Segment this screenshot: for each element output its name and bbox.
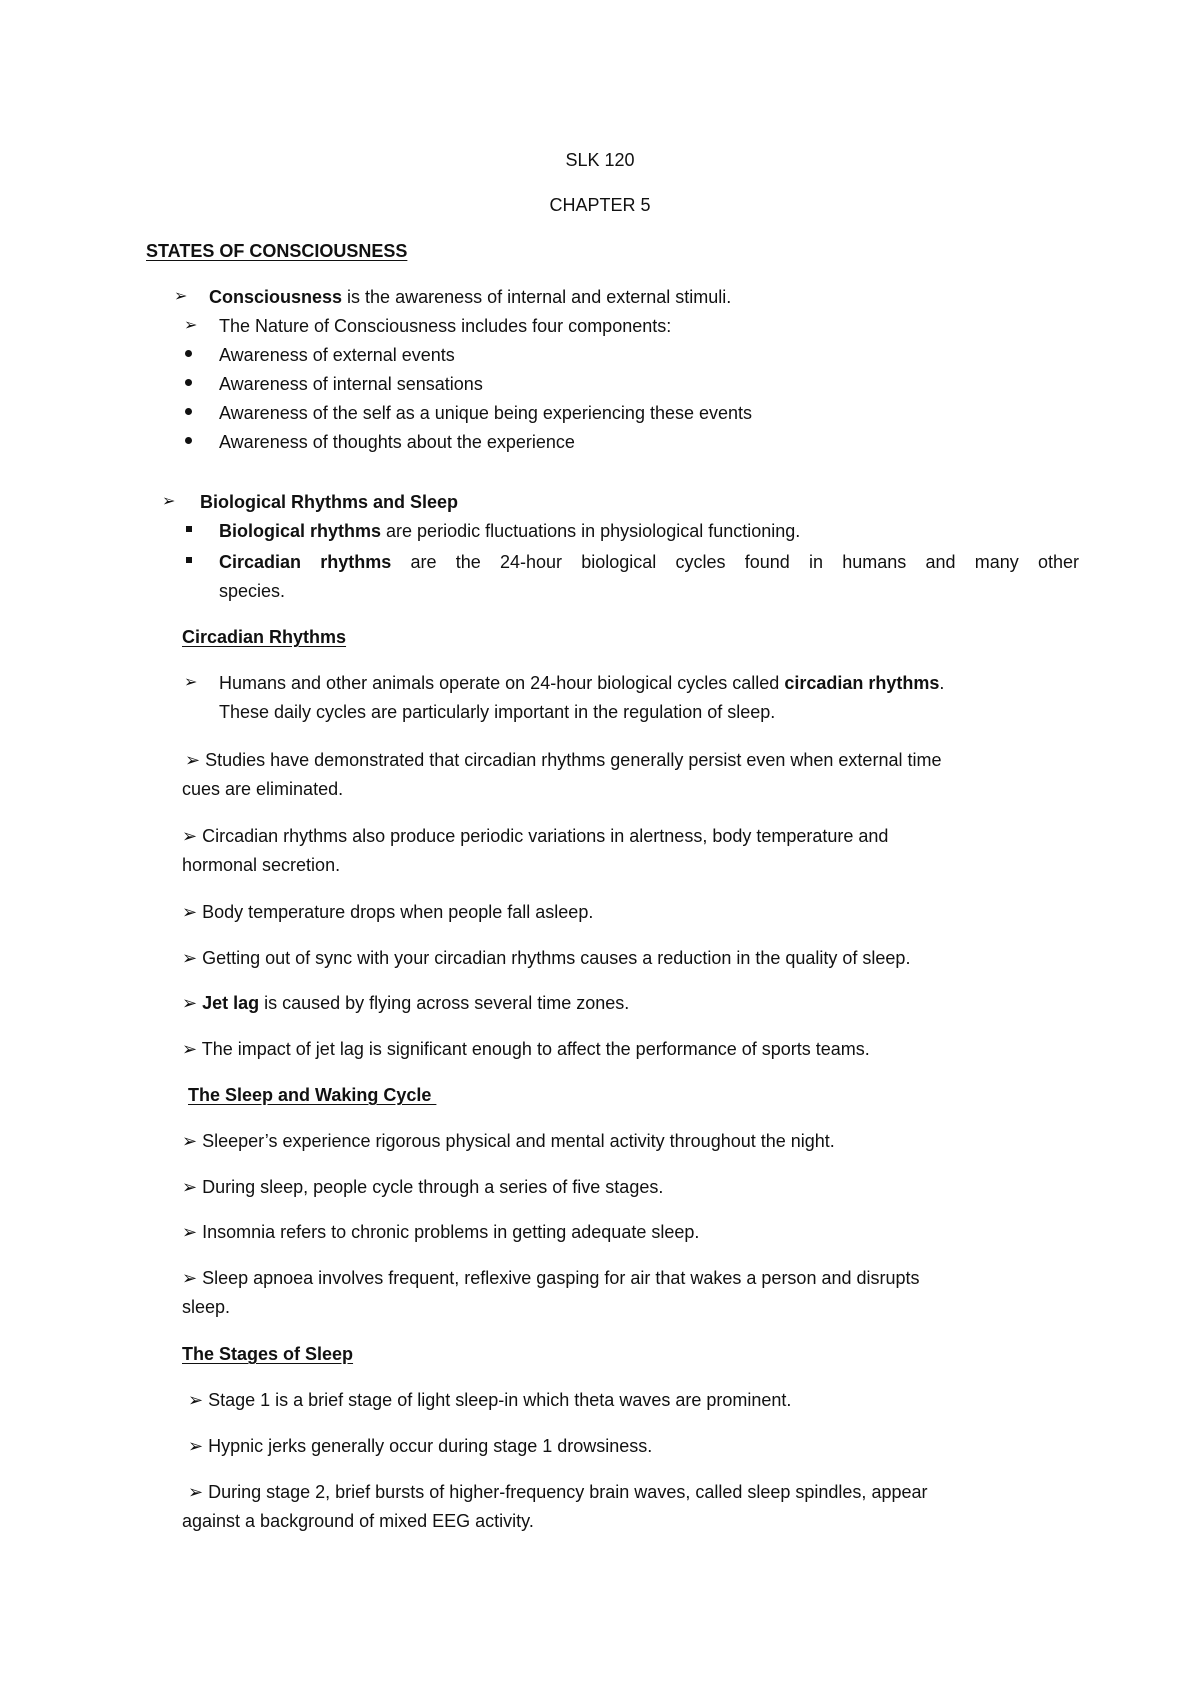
dot-bullet-icon bbox=[185, 379, 192, 386]
arrow-bullet-icon: ➢ bbox=[174, 288, 188, 305]
stages-heading: The Stages of Sleep bbox=[182, 1344, 354, 1364]
arrow-bullet-icon: ➢ bbox=[184, 317, 198, 334]
arrow-bullet-icon: ➢ bbox=[162, 493, 176, 510]
dot-bullet-icon bbox=[185, 437, 192, 444]
component-item: Awareness of internal sensations bbox=[219, 374, 483, 394]
circadian-def: are the 24-hour biological cycles found in humans and many other bbox=[391, 552, 1079, 572]
stages-point: ➢ During stage 2, brief bursts of higher-frequency brain waves, called sleep spindles, appear bbox=[188, 1482, 928, 1502]
circadian-point: ➢ Body temperature drops when people fall asleep. bbox=[182, 902, 594, 922]
component-item: Awareness of external events bbox=[219, 345, 455, 365]
nature-line: The Nature of Consciousness includes four components: bbox=[219, 316, 672, 336]
circadian-point: ➢ Studies have demonstrated that circadian rhythms generally persist even when external time bbox=[185, 750, 942, 770]
sleep-wake-point: ➢ During sleep, people cycle through a series of five stages. bbox=[182, 1177, 664, 1197]
stages-point: ➢ Stage 1 is a brief stage of light sleep-in which theta waves are prominent. bbox=[188, 1390, 792, 1410]
course-code: SLK 120 bbox=[565, 150, 635, 170]
stages-point: ➢ Hypnic jerks generally occur during stage 1 drowsiness. bbox=[188, 1436, 653, 1456]
bio-term: Biological rhythms bbox=[219, 521, 382, 541]
sleep-wake-point: ➢ Insomnia refers to chronic problems in getting adequate sleep. bbox=[182, 1222, 700, 1242]
circadian-point: ➢ Getting out of sync with your circadian rhythms causes a reduction in the quality of sleep. bbox=[182, 948, 911, 968]
circadian-def-cont: species. bbox=[219, 581, 286, 601]
component-item: Awareness of thoughts about the experience bbox=[219, 432, 575, 452]
stages-point-cont: against a background of mixed EEG activity. bbox=[182, 1511, 534, 1531]
sleep-wake-point: ➢ Sleeper’s experience rigorous physical and mental activity throughout the night. bbox=[182, 1131, 835, 1151]
component-item: Awareness of the self as a unique being experiencing these events bbox=[219, 403, 753, 423]
circadian-point: ➢ The impact of jet lag is significant enough to affect the performance of sports teams. bbox=[182, 1039, 870, 1059]
circadian-p1-pre: Humans and other animals operate on 24-hour biological cycles called bbox=[219, 673, 785, 693]
circadian-point-cont: cues are eliminated. bbox=[182, 779, 344, 799]
circadian-definition bbox=[219, 551, 1079, 573]
circadian-point bbox=[182, 992, 629, 1014]
sleep-wake-heading: The Sleep and Waking Cycle bbox=[188, 1085, 437, 1105]
section-title: STATES OF CONSCIOUSNESS bbox=[146, 241, 408, 261]
circadian-heading: Circadian Rhythms bbox=[182, 627, 347, 647]
jetlag-post: is caused by flying across several time zones. bbox=[259, 993, 630, 1013]
sleep-wake-point: ➢ Sleep apnoea involves frequent, reflexive gasping for air that wakes a person and disrupts bbox=[182, 1268, 920, 1288]
chapter-title: CHAPTER 5 bbox=[549, 195, 651, 215]
bio-text: are periodic fluctuations in physiological functioning. bbox=[381, 521, 801, 541]
consciousness-definition bbox=[209, 286, 731, 308]
circadian-point bbox=[219, 672, 944, 694]
circadian-p1-post: . bbox=[939, 673, 945, 693]
bio-heading: Biological Rhythms and Sleep bbox=[200, 492, 459, 512]
square-bullet-icon bbox=[186, 526, 192, 532]
jetlag-pre: ➢ bbox=[182, 993, 203, 1013]
circadian-p1-term: circadian rhythms bbox=[784, 673, 940, 693]
circadian-point: ➢ Circadian rhythms also produce periodic variations in alertness, body temperature and bbox=[182, 826, 889, 846]
sleep-wake-point-cont: sleep. bbox=[182, 1297, 231, 1317]
jetlag-term: Jet lag bbox=[202, 993, 260, 1013]
circadian-point-cont: These daily cycles are particularly important in the regulation of sleep. bbox=[219, 702, 776, 722]
bio-item bbox=[219, 520, 800, 542]
circadian-point-cont: hormonal secretion. bbox=[182, 855, 341, 875]
square-bullet-icon bbox=[186, 557, 192, 563]
consciousness-def: is the awareness of internal and external stimuli. bbox=[342, 287, 732, 307]
dot-bullet-icon bbox=[185, 350, 192, 357]
dot-bullet-icon bbox=[185, 408, 192, 415]
consciousness-term: Consciousness bbox=[209, 287, 343, 307]
arrow-bullet-icon: ➢ bbox=[184, 674, 198, 691]
circadian-term: Circadian rhythms bbox=[219, 552, 392, 572]
